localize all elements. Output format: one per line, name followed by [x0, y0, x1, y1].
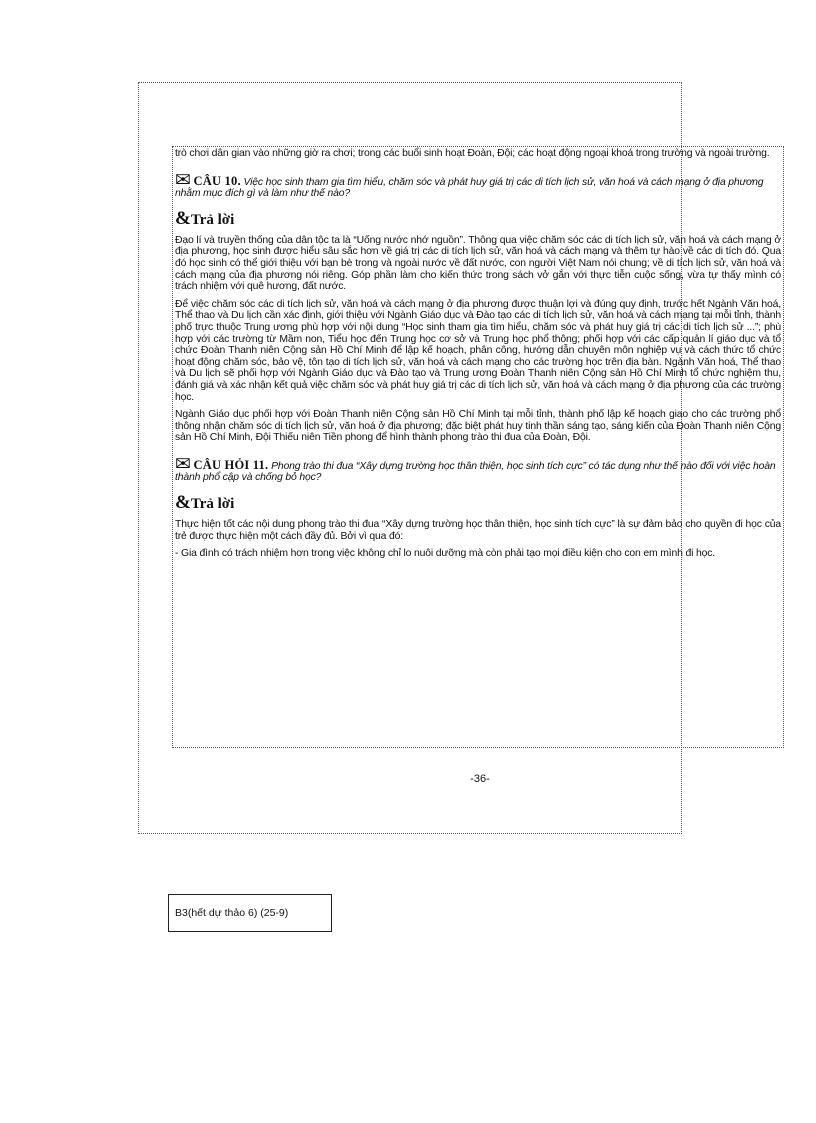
answer-10-paragraph: Ngành Giáo dục phối hợp với Đoàn Thanh niên Cộng sản Hồ Chí Minh tại mỗi tỉnh, thành phố lập kế hoạch giao cho các trường phổ thông nhận chăm sóc di tích lịch sử, văn hoá ở địa phương; đặc biệt phát huy tinh thần sáng tạo, sáng kiến của Đoàn Thanh niên Cộng sản Hồ Chí Minh, Đội Thiếu niên Tiền phong để hình thành phong trào thi đua của Đoàn, Đội. [175, 409, 781, 444]
question-10-text: Việc học sinh tham gia tìm hiểu, chăm sóc và phát huy giá trị các di tích lịch sử, văn hoá và cách mạng ở địa phương nhằm mục đích gì và làm như thế nào? [175, 176, 764, 200]
question-11-label: CÂU HỎI 11. [193, 457, 269, 472]
question-11-text: Phong trào thi đua “Xây dựng trường học thân thiện, học sinh tích cực” có tác dụng như thế nào đối với việc hoàn thành phổ cập và chống bỏ học? [175, 460, 776, 484]
answer-10-heading: &Trả lời [175, 207, 235, 229]
question-10-label: CÂU 10. [193, 173, 241, 188]
envelope-icon: ✉ [175, 453, 191, 475]
ampersand-icon: & [175, 207, 191, 229]
answer-11-paragraph: - Gia đình có trách nhiệm hơn trong việc không chỉ lo nuôi dưỡng mà còn phải tạo mọi điều kiện cho con em mình đi học. [175, 548, 716, 560]
envelope-icon: ✉ [175, 169, 191, 191]
ampersand-icon: & [175, 492, 191, 514]
answer-11-paragraph: Thực hiện tốt các nội dung phong trào thi đua “Xây dựng trường học thân thiện, học sinh tích cực” là sự đảm bảo cho quyền đi học của trẻ được thực hiện một cách đầy đủ. Bởi vì qua đó: [175, 519, 781, 542]
question-10 [175, 169, 781, 200]
text-frame [172, 146, 784, 748]
footer-note: B3(hết dự thảo 6) (25-9) [168, 894, 332, 932]
intro-paragraph: trò chơi dân gian vào những giờ ra chơi; trong các buổi sinh hoạt Đoàn, Đội; các hoạt động ngoại khoá trong trường và ngoài trường. [175, 148, 770, 159]
question-11 [175, 453, 781, 484]
page-number: -36- [470, 773, 490, 785]
answer-10-paragraph: Để việc chăm sóc các di tích lịch sử, văn hoá và cách mạng ở địa phương được thuận lợi và đúng quy định, trước hết Ngành Văn hoá, Thể thao và Du lịch cần xác định, giới thiệu với Ngành Giáo dục và Đào tạo các di tích lịch sử, văn hoá và cách mạng tại mỗi tỉnh, thành phố trực thuộc Trung ương phù hợp với nội dung “Học sinh tham gia tìm hiểu, chăm sóc và phát huy giá trị các di tích lịch sử ...”; phù hợp với các trường từ Mầm non, Tiểu học đến Trung học cơ sở và Trung học phổ thông; phối hợp với các cấp quản lí giáo dục và tổ chức Đoàn Thanh niên Cộng sản Hồ Chí Minh để lập kế hoạch, phân công, hướng dẫn chuyên môn nghiệp vụ và cách thức tổ chức hoạt động chăm sóc, bảo vệ, tôn tạo di tích lịch sử, văn hoá và cách mạng cho các trường học trên địa bàn. Ngành Văn hoá, Thể thao và Du lịch sẽ phối hợp với Ngành Giáo dục và Đào tạo và Trung ương Đoàn Thanh niên Cộng sản Hồ Chí Minh tổ chức nghiệm thu, đánh giá và xác nhận kết quả việc chăm sóc và phát huy giá trị các di tích lịch sử, văn hoá và cách mạng ở địa phương của các trường học. [175, 298, 781, 403]
answer-10-paragraph: Đạo lí và truyền thống của dân tộc ta là “Uống nước nhớ nguồn”. Thông qua việc chăm sóc các di tích lịch sử, văn hoá và cách mạng ở địa phương, học sinh được hiểu sâu sắc hơn về giá trị các di tích lịch sử, văn hoá và cách mạng và thêm tự hào về các di tích đó. Qua đó học sinh có thể giới thiệu với bạn bè trong và ngoài nước về đất nước, con người Việt Nam nói chung; về di tích lịch sử, văn hoá và cách mạng của địa phương nói riêng. Góp phần làm cho kiến thức trong sách vở gắn với thực tiễn cuộc sống, vừa tự thấy mình có trách nhiệm với quê hương, đất nước. [175, 234, 781, 293]
answer-11-heading: &Trả lời [175, 492, 235, 514]
